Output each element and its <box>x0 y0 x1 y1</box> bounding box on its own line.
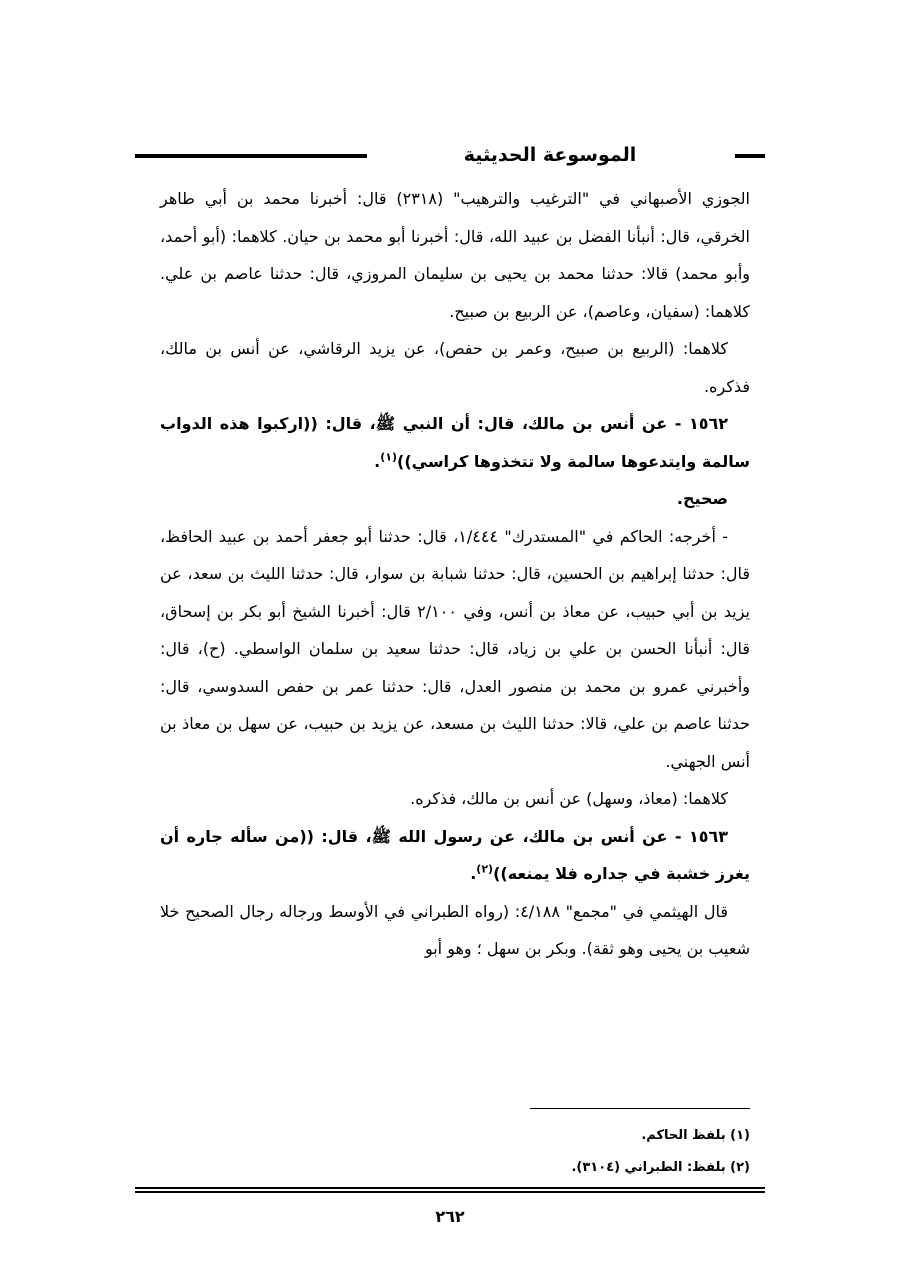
hadith-1562 <box>160 405 750 480</box>
footnote-2: (٢) بلفظ: الطبراني (٣١٠٤). <box>571 1160 750 1175</box>
paragraph-isnad-3: كلاهما: (معاذ، وسهل) عن أنس بن مالك، فذكره. <box>410 789 728 808</box>
paragraph-isnad-1: الجوزي الأصبهاني في "الترغيب والترهيب" (٢٣١٨) قال: أخبرنا محمد بن أبي طاهر الخرقي، قال: أنبأنا الفضل بن عبيد الله، قال: أخبرنا أبو محمد بن حيان. كلاهما: (أبو أحمد، وأبو محمد) قالا: حدثنا محمد بن يحيى بن سليمان المروزي، قال: حدثنا عاصم بن علي. كلاهما: (سفيان، وعاصم)، عن الربيع بن صبيح. <box>160 189 750 321</box>
header-rule-right <box>735 154 765 158</box>
hadith-1563-end: . <box>470 864 477 883</box>
paragraph-haythami: قال الهيثمي في "مجمع" ٤/١٨٨: (رواه الطبراني في الأوسط ورجاله رجال الصحيح خلا شعيب بن يحيى وهو ثقة). وبكر بن سهل ؛ وهو أبو <box>160 901 750 958</box>
page-body <box>160 180 750 968</box>
paragraph-takhrij: - أخرجه: الحاكم في "المستدرك" ١/٤٤٤، قال: حدثنا أبو جعفر أحمد بن عبيد الحافظ، قال: حدثنا إبراهيم بن الحسين، قال: حدثنا شبابة بن سوار، قال: حدثنا الليث بن سعد، عن يزيد بن أبي حبيب، عن معاذ بن أنس، وفي ٢/١٠٠ قال: أخبرنا الشيخ أبو بكر بن إسحاق، قال: أنبأنا الحسن بن علي بن زياد، قال: حدثنا سعيد بن سلمان الواسطي. (ح)، قال: وأخبرني عمرو بن محمد بن منصور العدل، قال: حدثنا عمر بن حفص السدوسي، قال: حدثنا عاصم بن علي، قالا: حدثنا الليث بن مسعد، عن يزيد بن حبيب، عن سهل بن معاذ بن أنس الجهني. <box>160 526 751 771</box>
page-header <box>135 140 765 180</box>
header-title: الموسوعة الحديثية <box>463 144 637 166</box>
footnote-separator <box>530 1108 750 1109</box>
footnote-ref-1: (١) <box>380 450 397 464</box>
hadith-verdict: صحيح. <box>676 489 728 508</box>
header-rule-left <box>135 154 367 158</box>
footnotes <box>160 1120 750 1184</box>
page-number: ٢٦٢ <box>435 1207 465 1226</box>
footnote-ref-2: (٢) <box>476 862 494 876</box>
hadith-1562-end: . <box>374 451 381 471</box>
hadith-1563-text: ١٥٦٣ - عن أنس بن مالك، عن رسول الله ﷺ، قال: ((من سأله جاره أن يغرز خشبة في جداره فلا يمنعه)) <box>160 826 750 883</box>
bottom-rule <box>135 1187 765 1193</box>
paragraph-isnad-2: كلاهما: (الربيع بن صبيح، وعمر بن حفص)، عن يزيد الرقاشي، عن أنس بن مالك، فذكره. <box>160 339 750 396</box>
hadith-1563 <box>160 818 750 893</box>
hadith-1562-text: ١٥٦٢ - عن أنس بن مالك، قال: أن النبي ﷺ، قال: ((اركبوا هذه الدواب سالمة وايتدعوها سالمة ولا تتخذوها كراسي)) <box>160 414 750 471</box>
footnote-1: (١) بلفظ الحاكم. <box>641 1128 750 1143</box>
